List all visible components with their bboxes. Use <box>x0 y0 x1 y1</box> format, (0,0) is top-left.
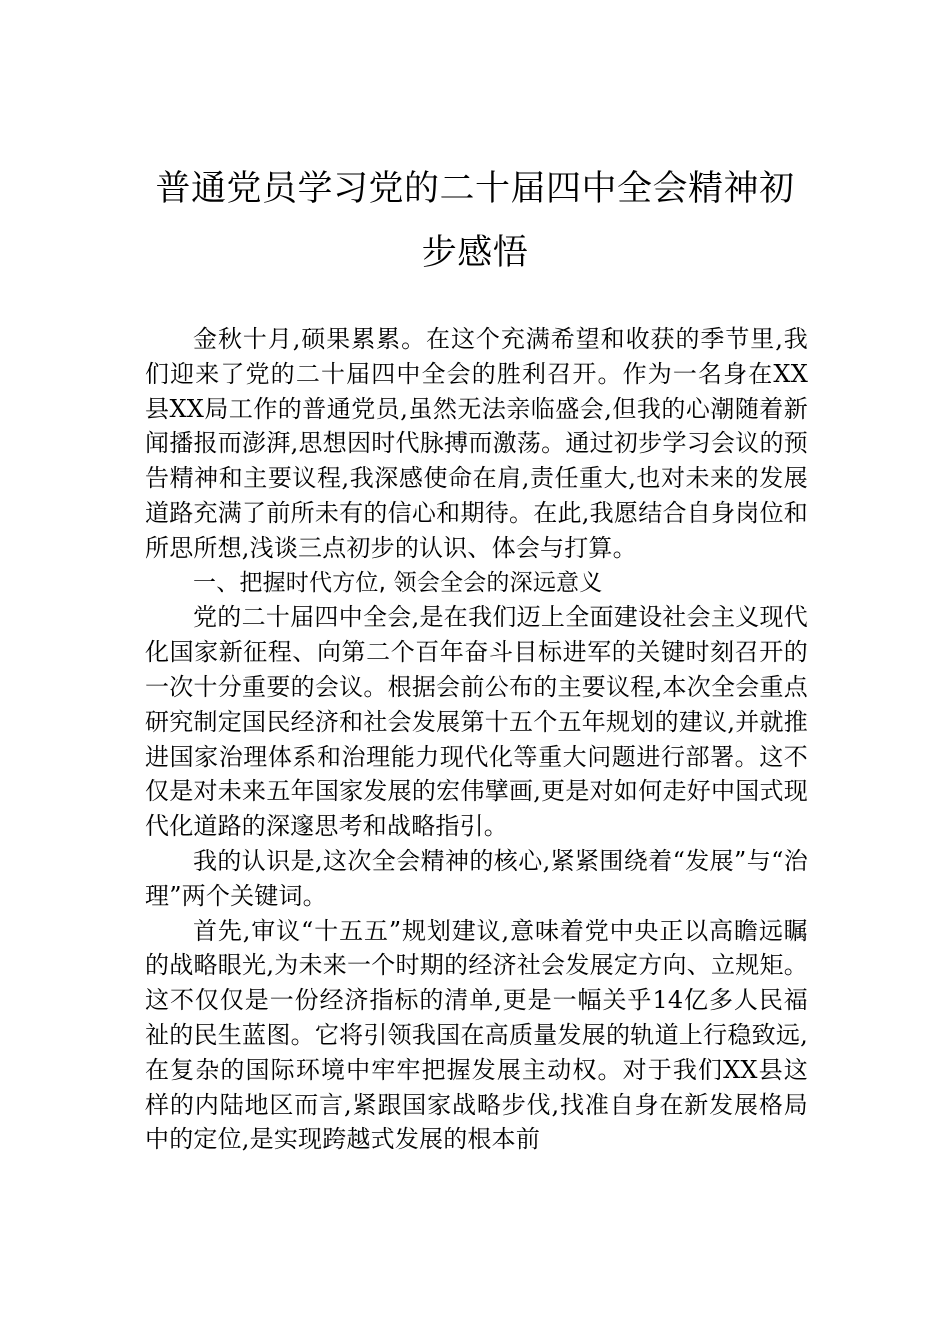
paragraph-understanding: 我的认识是,这次全会精神的核心,紧紧围绕着“发展”与“治理”两个关键词。 <box>145 846 808 910</box>
document-body <box>145 322 808 1157</box>
document-title: 普通党员学习党的二十届四中全会精神初步感悟 <box>155 169 795 273</box>
paragraph-first-point: 首先,审议“十五五”规划建议,意味着党中央正以高瞻远瞩的战略眼光,为未来一个时期的经济社会发展定方向、立规矩。这不仅仅是一份经济指标的清单,更是一幅关乎14亿多人民福祉的民生蓝图。它将引领我国在高质量发展的轨道上行稳致远,在复杂的国际环境中牢牢把握发展主动权。对于我们XX县这样的内陆地区而言,紧跟国家战略步伐,找准自身在新发展格局中的定位,是实现跨越式发展的根本前 <box>145 916 808 1154</box>
section-heading-1: 一、把握时代方位, 领会全会的深远意义 <box>193 569 603 596</box>
paragraph-significance: 党的二十届四中全会,是在我们迈上全面建设社会主义现代化国家新征程、向第二个百年奋斗目标进军的关键时刻召开的一次十分重要的会议。根据会前公布的主要议程,本次全会重点研究制定国民经济和社会发展第十五个五年规划的建议,并就推进国家治理体系和治理能力现代化等重大问题进行部署。这不仅是对未来五年国家发展的宏伟擘画,更是对如何走好中国式现代化道路的深邃思考和战略指引。 <box>145 603 808 841</box>
paragraph-intro: 金秋十月,硕果累累。在这个充满希望和收获的季节里,我们迎来了党的二十届四中全会的胜利召开。作为一名身在XX县XX局工作的普通党员,虽然无法亲临盛会,但我的心潮随着新闻播报而澎湃,思想因时代脉搏而激荡。通过初步学习会议的预告精神和主要议程,我深感使命在肩,责任重大,也对未来的发展道路充满了前所未有的信心和期待。在此,我愿结合自身岗位和所思所想,浅谈三点初步的认识、体会与打算。 <box>145 325 808 562</box>
